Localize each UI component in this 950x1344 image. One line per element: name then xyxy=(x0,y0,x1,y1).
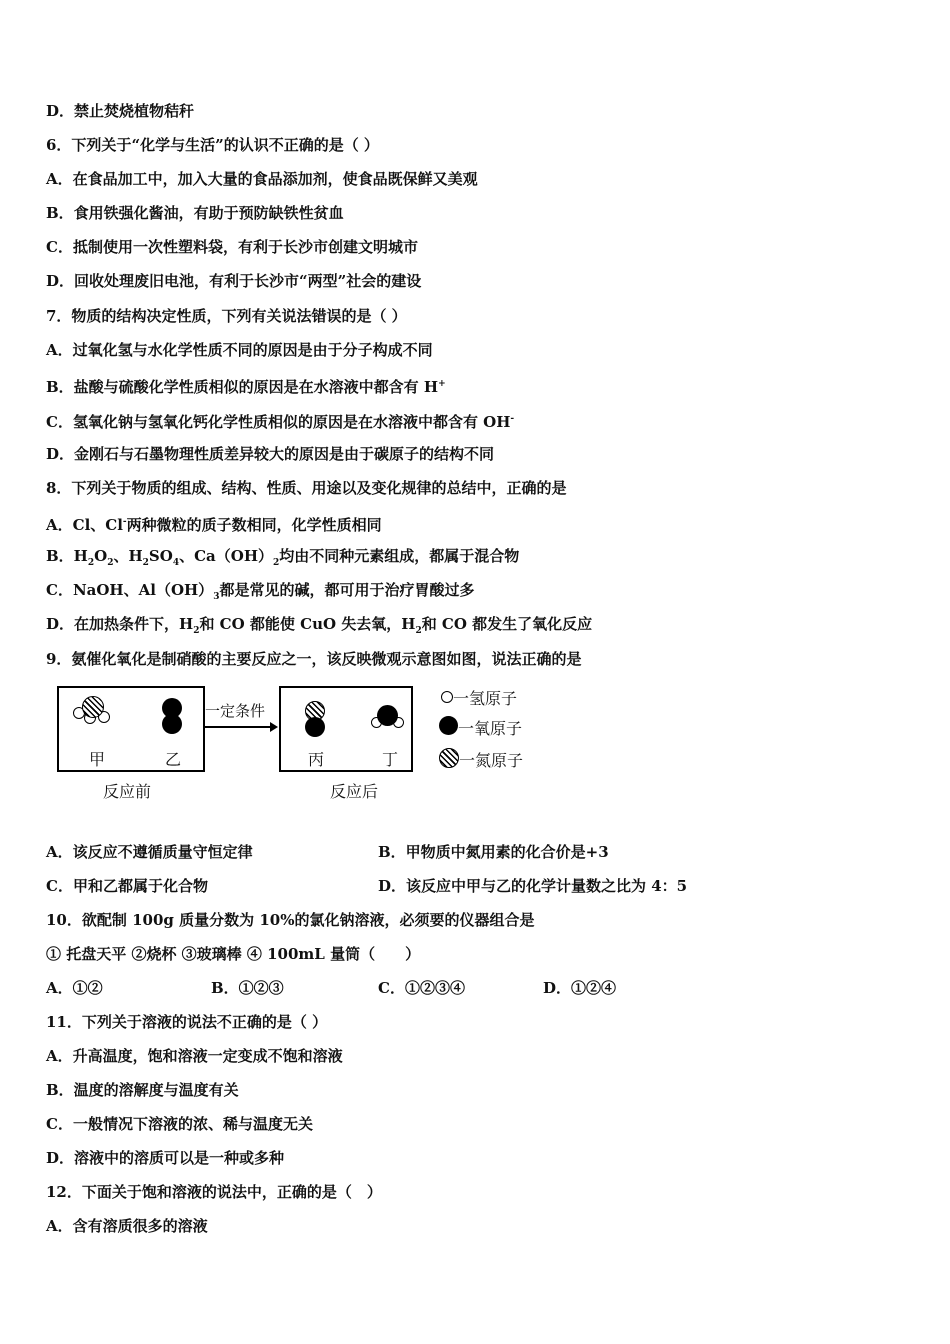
label-ding: 丁 xyxy=(382,750,399,769)
legend-hydrogen-icon xyxy=(441,691,453,703)
label-jia: 甲 xyxy=(89,750,106,769)
q6-option-c: C．抵制使用一次性塑料袋，有利于长沙市创建文明城市 xyxy=(46,238,418,256)
q10-option-c: C．①②③④ xyxy=(378,979,465,997)
q10-instrument-list: ① 托盘天平 ②烧杯 ③玻璃棒 ④ 100mL 量筒（ ） xyxy=(46,945,421,963)
q6-option-b: B．食用铁强化酱油，有助于预防缺铁性贫血 xyxy=(46,204,344,222)
question-7: 7．物质的结构决定性质，下列有关说法错误的是（ ） xyxy=(46,307,407,325)
q8-option-a: A．Cl、Cl-两种微粒的质子数相同，化学性质相同 xyxy=(46,516,382,534)
legend-oxygen-icon xyxy=(439,716,458,735)
q9-option-a: A．该反应不遵循质量守恒定律 xyxy=(46,843,253,861)
q8-option-b: B．$H_2O_2$、$H_2SO_4$、$Ca(OH)_2$均由不同种元素组成，都属于混合物 xyxy=(46,547,520,568)
arrow-head-icon xyxy=(270,722,278,732)
q7-option-d: D．金刚石与石墨物理性质差异较大的原因是由于碳原子的结构不同 xyxy=(46,445,495,463)
arrow-shaft xyxy=(204,726,274,728)
nitrogen-atom xyxy=(82,696,104,718)
legend-nitrogen-icon xyxy=(439,748,459,768)
before-caption: 反应前 xyxy=(103,782,152,801)
oxygen-atom xyxy=(305,717,325,737)
question-11: 11．下列关于溶液的说法不正确的是（ ） xyxy=(46,1013,328,1031)
after-caption: 反应后 xyxy=(330,782,379,801)
label-bing: 丙 xyxy=(308,750,325,769)
q11-option-d: D．溶液中的溶质可以是一种或多种 xyxy=(46,1149,285,1167)
legend-hydrogen: 一氢原子 xyxy=(453,689,518,708)
question-6: 6．下列关于“化学与生活”的认识不正确的是（ ） xyxy=(46,136,379,154)
q11-option-b: B．温度的溶解度与温度有关 xyxy=(46,1081,239,1099)
condition-label: 一定条件 xyxy=(205,702,266,720)
legend-oxygen: 一氧原子 xyxy=(458,719,523,738)
q8-option-d: D．在加热条件下，$H_2$和 CO 都能使 CuO 失去氧，$H_2$和 CO 都发生了氧化反应 xyxy=(46,615,593,636)
question-8: 8．下列关于物质的组成、结构、性质、用途以及变化规律的总结中，正确的是 xyxy=(46,479,567,497)
label-yi: 乙 xyxy=(165,750,182,769)
q9-option-b: B．甲物质中氮用素的化合价是+3 xyxy=(378,843,609,861)
q10-option-d: D．①②④ xyxy=(543,979,617,997)
q9-option-d: D．该反应中甲与乙的化学计量数之比为 4：5 xyxy=(378,877,688,895)
q12-option-a: A．含有溶质很多的溶液 xyxy=(46,1217,208,1235)
q10-option-b: B．①②③ xyxy=(211,979,284,997)
q11-option-a: A．升高温度，饱和溶液一定变成不饱和溶液 xyxy=(46,1047,343,1065)
q5-option-d: D．禁止焚烧植物秸秆 xyxy=(46,102,195,120)
q6-option-d: D．回收处理废旧电池，有利于长沙市“两型”社会的建设 xyxy=(46,272,422,290)
q11-option-c: C．一般情况下溶液的浓、稀与温度无关 xyxy=(46,1115,313,1133)
before-box xyxy=(57,686,205,772)
q6-option-a: A．在食品加工中，加入大量的食品添加剂，使食品既保鲜又美观 xyxy=(46,170,478,188)
q8-option-c: C．NaOH、$Al(OH)_3$都是常见的碱，都可用于治疗胃酸过多 xyxy=(46,581,475,602)
oxygen-atom xyxy=(377,705,398,726)
legend-nitrogen: 一氮原子 xyxy=(459,751,524,770)
q9-option-c: C．甲和乙都属于化合物 xyxy=(46,877,208,895)
oxygen-atom xyxy=(162,714,182,734)
question-10: 10．欲配制 100g 质量分数为 10%的氯化钠溶液，必须要的仪器组合是 xyxy=(46,911,535,929)
q10-option-a: A．①② xyxy=(46,979,103,997)
question-12: 12．下面关于饱和溶液的说法中，正确的是（ ） xyxy=(46,1183,382,1201)
q7-option-a: A．过氧化氢与水化学性质不同的原因是由于分子构成不同 xyxy=(46,341,433,359)
question-9: 9．氨催化氧化是制硝酸的主要反应之一，该反映微观示意图如图，说法正确的是 xyxy=(46,650,582,668)
q7-option-b: B．盐酸与硫酸化学性质相似的原因是在水溶液中都含有 H+ xyxy=(46,378,446,396)
q7-option-c: C．氢氧化钠与氢氧化钙化学性质相似的原因是在水溶液中都含有 OH- xyxy=(46,413,515,431)
